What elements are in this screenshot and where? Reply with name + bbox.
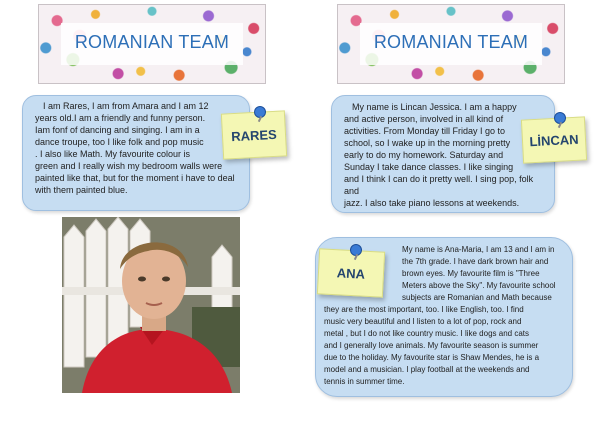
rares-bio-text — [35, 100, 245, 196]
rares-line: years old.I am a friendly and funny person. — [35, 113, 206, 123]
lincan-bio-card — [331, 95, 555, 213]
ana-line: model and a musician. I play football at the weekends and — [324, 365, 530, 374]
rares-name-note — [221, 110, 287, 159]
lincan-line: and active person, involved in all kind of — [344, 114, 504, 124]
lincan-line: jazz. I also take piano lessons at weekends. — [344, 198, 520, 208]
lincan-line: My name is Lincan Jessica. I am a happy — [352, 102, 517, 112]
lincan-name-label: LİNCAN — [529, 131, 579, 149]
ana-line: due to the holiday. My favourite star is Shaw Mendes, he is a — [324, 353, 540, 362]
ana-line: subjects are Romanian and Math because — [402, 293, 552, 302]
rares-line: . I also like Math. My favourite colour is — [35, 149, 191, 159]
student-photo — [62, 217, 240, 393]
ana-name-note — [317, 248, 385, 297]
lincan-bio-text — [344, 101, 550, 209]
rares-line: painted like that, but for the moment i have to deal — [35, 173, 235, 183]
lincan-line: early to do my homework. Saturday and — [344, 150, 504, 160]
ana-line: Meters above the Sky". My favourite school — [402, 281, 556, 290]
ana-line: metal , but I do not like country music. I like dogs and cats — [324, 329, 529, 338]
rares-name-label: RARES — [230, 126, 278, 144]
ana-name-label: ANA — [336, 264, 366, 282]
ana-line: they are the most important, too. I like English, too. I find — [324, 305, 524, 314]
ana-line: tennis in summer time. — [324, 377, 405, 386]
ana-line: music very beautiful and I listen to a lot of pop, rock and — [324, 317, 522, 326]
lincan-name-note — [521, 116, 587, 163]
left-title-banner — [38, 4, 266, 84]
left-banner-title: ROMANIAN TEAM — [74, 32, 230, 52]
pushpin-icon — [554, 112, 566, 124]
lincan-line: activities. From Monday till Friday I go to — [344, 126, 506, 136]
ana-bio-text-bottom — [324, 304, 568, 388]
lincan-line: school, so I wake up in the morning pretty — [344, 138, 511, 148]
right-title-banner — [337, 4, 565, 84]
rares-line: I am Rares, I am from Amara and I am 12 — [43, 101, 209, 111]
lincan-line: and I think I can do it pretty well. I sing pop, folk and — [344, 174, 534, 196]
rares-line: Iam fonf of dancing and singing. I am in a — [35, 125, 200, 135]
ana-line: brown eyes. My favourite film is "Three — [402, 269, 540, 278]
rares-bio-card — [22, 95, 250, 211]
ana-bio-text-top — [402, 244, 568, 304]
ana-line: My name is Ana-Maria, I am 13 and I am in — [402, 245, 555, 254]
lincan-line: Sunday I take dance classes. I like singing — [344, 162, 514, 172]
pushpin-icon — [254, 106, 266, 118]
ana-line: the 7th grade. I have dark brown hair and — [402, 257, 549, 266]
right-banner-title: ROMANIAN TEAM — [373, 32, 529, 52]
rares-line: with them painted blue. — [35, 185, 128, 195]
pushpin-icon — [350, 244, 362, 256]
ana-line: and I generally love animals. My favourite season is summer — [324, 341, 539, 350]
rares-line: green and I really wish my bedroom walls were — [35, 161, 223, 171]
rares-line: dance troupe, too I like folk and pop music — [35, 137, 204, 147]
